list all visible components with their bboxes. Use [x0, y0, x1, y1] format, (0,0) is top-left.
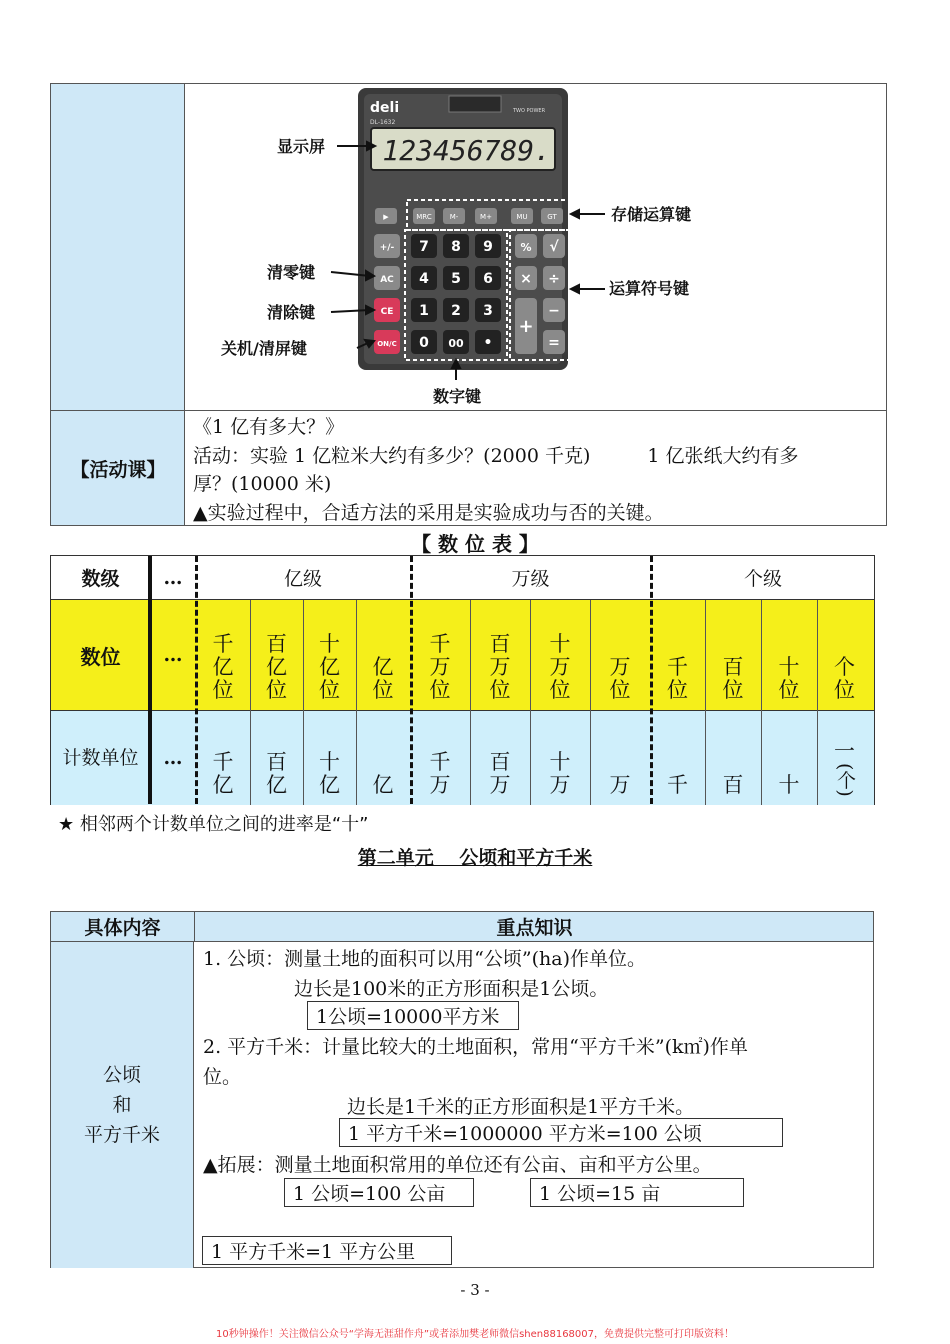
- place-row: 数位 … 千 亿 位 百 亿 位 十 亿 位 亿 位 千 万 位 百 万 位 十 万 位 万 位 千 位 百 位 十 位 个 位: [51, 600, 874, 711]
- unit-row: 计数单位 … 千 亿 百 亿 十 亿 亿 千 万 百 万 十 万 万 千 百 十 一 (个): [51, 711, 874, 805]
- svg-text:GT: GT: [547, 213, 557, 221]
- place-cell: [650, 600, 705, 710]
- place-value-table: [50, 555, 875, 805]
- place-char: 位: [834, 678, 855, 702]
- unit-char: 万: [609, 773, 631, 797]
- place-char: 位: [489, 678, 511, 702]
- unit-cell: [705, 711, 761, 805]
- place-cell: [470, 600, 530, 710]
- level-wan: 万级: [511, 568, 550, 590]
- unit-cell: [303, 711, 356, 805]
- svg-text:=: =: [548, 335, 560, 351]
- place-char: 亿: [212, 655, 234, 679]
- place-char: 亿: [319, 655, 340, 679]
- svg-text:÷: ÷: [548, 271, 560, 287]
- column-divider: [250, 600, 251, 805]
- svg-text:1: 1: [419, 303, 429, 319]
- unit-char: (个): [834, 763, 856, 797]
- svg-text:TWO POWER: TWO POWER: [513, 108, 546, 114]
- unit-char: 亿: [319, 773, 340, 797]
- unit-char: 万: [489, 773, 511, 797]
- column-divider: [470, 600, 471, 805]
- activity-line1: 活动：实验 1 亿粒米大约有多少？(2000 千克) 1 亿张纸大约有多: [193, 444, 799, 467]
- column-divider: [195, 556, 198, 804]
- place-cell: [303, 600, 356, 710]
- row-label-level: 数级: [81, 568, 120, 590]
- place-char: 位: [372, 678, 394, 702]
- unit-char: 千: [429, 750, 451, 774]
- are-box: 1 公顷=100 公亩: [284, 1178, 474, 1207]
- level-ge: 个级: [743, 568, 782, 590]
- place-cell: [410, 600, 470, 710]
- digits-label: 数字键: [433, 387, 482, 406]
- power-off-label: 关机/清屏键: [221, 339, 307, 358]
- place-char: 千: [429, 632, 451, 656]
- unit-char: 亿: [212, 773, 234, 797]
- svg-text:00: 00: [448, 337, 464, 350]
- place-cell: [761, 600, 817, 710]
- unit-char: 十: [319, 750, 340, 774]
- place-char: 千: [212, 632, 234, 656]
- unit-char: 亿: [266, 773, 287, 797]
- svg-text:−: −: [548, 303, 560, 319]
- calculator-table: [50, 83, 887, 526]
- unit-char: 千: [212, 750, 234, 774]
- svg-text:×: ×: [520, 271, 532, 287]
- place-cell: [705, 600, 761, 710]
- level-yi: 亿级: [283, 568, 322, 590]
- svg-text:%: %: [520, 241, 532, 254]
- unit-cell: [590, 711, 650, 805]
- svg-text:7: 7: [419, 239, 429, 255]
- svg-text:▶: ▶: [383, 213, 389, 221]
- column-divider: [410, 556, 413, 804]
- column-divider: [590, 600, 591, 805]
- column-divider: [650, 556, 653, 804]
- svg-text:4: 4: [419, 271, 429, 287]
- place-char: 位: [609, 678, 631, 702]
- clear-label: 清除键: [267, 303, 316, 322]
- svg-text:DL-1632: DL-1632: [370, 119, 396, 126]
- svg-text:M+: M+: [480, 213, 492, 221]
- unit-char: 十: [778, 773, 800, 797]
- place-char: 位: [778, 678, 800, 702]
- table-header: [51, 912, 873, 942]
- unit-char: 十: [549, 750, 571, 774]
- sqkm-desc: 边长是1千米的正方形面积是1平方千米。: [347, 1096, 695, 1118]
- activity-line2: 厚？(10000 米): [193, 473, 332, 495]
- svg-text:AC: AC: [380, 275, 394, 285]
- svg-text:CE: CE: [380, 307, 394, 317]
- svg-text:√: √: [549, 239, 559, 255]
- activity-text: [193, 413, 883, 527]
- svg-text:+: +: [518, 316, 534, 337]
- gongli-box: 1 平方千米=1 平方公里: [202, 1236, 452, 1265]
- place-char: 亿: [266, 655, 287, 679]
- unit-char: 一: [834, 739, 855, 764]
- unit-cell: [650, 711, 705, 805]
- svg-text:+/-: +/-: [379, 243, 395, 253]
- column-divider: [356, 600, 357, 805]
- hectare-desc: 边长是100米的正方形面积是1公顷。: [294, 978, 609, 1000]
- place-char: 十: [319, 632, 340, 656]
- sqkm-line: 2. 平方千米：计量比较大的土地面积，常用“平方千米”(k㎡)作单: [203, 1036, 748, 1058]
- place-char: 千: [667, 655, 688, 679]
- mu-box: 1 公顷=15 亩: [530, 1178, 744, 1207]
- clear-zero-label: 清零键: [267, 263, 316, 282]
- header-right: 重点知识: [194, 912, 874, 941]
- place-cell: [196, 600, 250, 710]
- sqkm-line-cont: 位。: [203, 1066, 242, 1088]
- note-text: ★ 相邻两个计数单位之间的进率是“十”: [58, 814, 369, 835]
- column-divider: [530, 600, 531, 805]
- unit-cell: [761, 711, 817, 805]
- svg-text:5: 5: [451, 271, 461, 287]
- unit-char: 千: [667, 773, 688, 797]
- column-divider: [705, 600, 706, 805]
- unit-cell: [817, 711, 872, 805]
- place-cell: [590, 600, 650, 710]
- header-left: 具体内容: [84, 917, 161, 939]
- place-char: 万: [429, 655, 451, 679]
- unit-cell: [250, 711, 303, 805]
- unit-cell: [196, 711, 250, 805]
- place-char: 万: [609, 655, 631, 679]
- place-cell: [356, 600, 410, 710]
- place-char: 百: [722, 655, 744, 679]
- unit-cell: [470, 711, 530, 805]
- unit-char: 百: [722, 773, 744, 797]
- hectare-line: 1. 公顷：测量土地的面积可以用“公顷”(ha)作单位。: [203, 948, 646, 970]
- svg-text:M-: M-: [449, 213, 459, 221]
- place-char: 位: [722, 678, 744, 702]
- place-char: 位: [429, 678, 451, 702]
- operators-label: 运算符号键: [609, 279, 690, 298]
- svg-text:•: •: [483, 335, 493, 351]
- place-value-title: 【 数 位 表 】: [411, 532, 539, 556]
- svg-text:2: 2: [451, 303, 461, 319]
- svg-text:0: 0: [419, 335, 429, 351]
- unit-char: 万: [549, 773, 571, 797]
- unit-cell: [410, 711, 470, 805]
- column-divider: [303, 600, 304, 805]
- place-char: 个: [834, 655, 855, 679]
- place-char: 亿: [372, 655, 394, 679]
- column-divider: [148, 556, 152, 804]
- svg-text:MRC: MRC: [416, 213, 432, 221]
- page-number: - 3 -: [460, 1281, 490, 1299]
- place-char: 十: [549, 632, 571, 656]
- place-char: 万: [549, 655, 571, 679]
- place-char: 位: [667, 678, 688, 702]
- unit-char: 百: [489, 750, 511, 774]
- row-label-place: 数位: [80, 644, 121, 669]
- level-row: 数级 … 亿级 万级 个级: [51, 556, 874, 600]
- place-char: 十: [778, 655, 800, 679]
- row-label-unit: 计数单位: [62, 747, 139, 769]
- activity-line3: ▲实验过程中，合适方法的采用是实验成功与否的关键。: [193, 501, 664, 524]
- svg-text:9: 9: [483, 239, 493, 255]
- memory-label: 存储运算键: [611, 205, 692, 224]
- unit2-title: 第二单元 公顷和平方千米: [357, 847, 593, 869]
- area-units-table: [50, 911, 874, 1268]
- place-char: 位: [212, 678, 234, 702]
- display-digits: 123456789.: [382, 134, 551, 167]
- footer-text: 10秒钟操作！关注微信公众号“学海无涯甜作舟”或者添加樊老师微信shen88168007，免费提供完整可打印版资料！: [215, 1329, 735, 1340]
- calculator-illustration: [185, 84, 886, 410]
- left-cell: 公顷 和 平方千米: [51, 942, 194, 1268]
- svg-text:8: 8: [451, 239, 461, 255]
- svg-text:ON/C: ON/C: [377, 340, 397, 348]
- display-label: 显示屏: [277, 137, 326, 156]
- hectare-box: 1公顷=10000平方米: [307, 1001, 519, 1030]
- column-divider: [817, 600, 818, 805]
- calculator-figure: [185, 84, 886, 410]
- place-char: 位: [549, 678, 571, 702]
- unit-cell: [356, 711, 410, 805]
- svg-text:3: 3: [483, 303, 493, 319]
- unit-char: 万: [429, 773, 451, 797]
- sqkm-box: 1 平方千米=1000000 平方米=100 公顷: [339, 1118, 783, 1147]
- svg-text:MU: MU: [516, 213, 528, 221]
- column-divider: [761, 600, 762, 805]
- place-char: 万: [489, 655, 511, 679]
- unit-cell: [530, 711, 590, 805]
- place-cell: [817, 600, 872, 710]
- place-char: 位: [266, 678, 287, 702]
- unit-char: 百: [266, 750, 287, 774]
- place-char: 百: [266, 632, 287, 656]
- svg-text:6: 6: [483, 271, 493, 287]
- unit-char: 亿: [372, 773, 394, 797]
- activity-label: 【活动课】: [70, 458, 166, 481]
- place-char: 百: [489, 632, 511, 656]
- activity-title: 《1 亿有多大？》: [193, 416, 345, 438]
- brand-text: deli: [370, 100, 400, 116]
- place-char: 位: [319, 678, 340, 702]
- place-cell: [530, 600, 590, 710]
- extension-line: ▲拓展：测量土地面积常用的单位还有公亩、亩和平方公里。: [203, 1154, 712, 1176]
- place-cell: [250, 600, 303, 710]
